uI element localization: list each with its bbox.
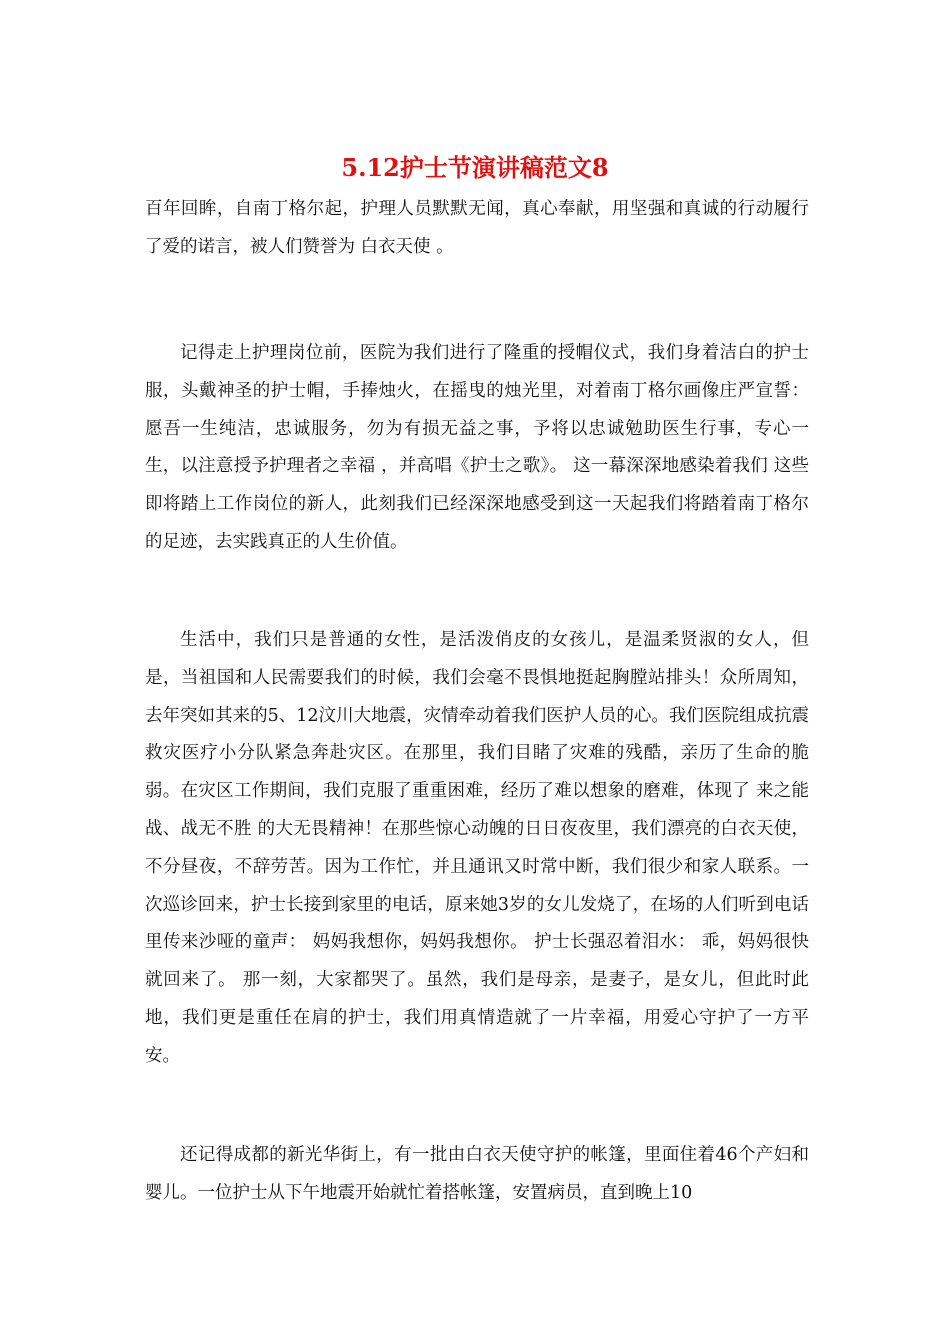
document-title: 5.12护士节演讲稿范文8 bbox=[341, 153, 609, 182]
paragraph-4: 还记得成都的新光华街上，有一批由白衣天使守护的帐篷，里面住着46个产妇和婴儿。一位护士从下午地震开始就忙着搭帐篷，安置病员，直到晚上10 bbox=[145, 1145, 809, 1203]
paragraph-1: 百年回眸，自南丁格尔起，护理人员默默无闻，真心奉献，用坚强和真诚的行动履行了爱的诺言，被人们赞誉为 白衣天使 。 bbox=[145, 199, 809, 257]
paragraph-2: 记得走上护理岗位前，医院为我们进行了隆重的授帽仪式，我们身着洁白的护士服，头戴神圣的护士帽，手捧烛火，在摇曳的烛光里，对着南丁格尔画像庄严宣誓： 愿吾一生纯洁，忠诚服务，勿为有损无益之事，予将以忠诚勉助医生行事，专心一生，以注意授予护理者之幸福 ，并高唱《护士之歌》。 这一幕深深地感染着我们 这些即将踏上工作岗位的新人，此刻我们已经深深地感受到这一天起我们将踏着南丁格尔的足迹，去实践真正的人生价值。 bbox=[145, 343, 809, 552]
paragraph-3: 生活中，我们只是普通的女性，是活泼俏皮的女孩儿，是温柔贤淑的女人，但是，当祖国和人民需要我们的时候，我们会毫不畏惧地挺起胸膛站排头！众所周知，去年突如其来的5、12汶川大地震，灾情牵动着我们医护人员的心。我们医院组成抗震救灾医疗小分队紧急奔赴灾区。在那里，我们目睹了灾难的残酷，亲历了生命的脆弱。在灾区工作期间，我们克服了重重困难，经历了难以想象的磨难，体现了 来之能战、战无不胜 的大无畏精神！在那些惊心动魄的日日夜夜里，我们漂亮的白衣天使，不分昼夜，不辞劳苦。因为工作忙，并且通讯又时常中断，我们很少和家人联系。一次巡诊回来，护士长接到家里的电话，原来她3岁的女儿发烧了，在场的人们听到电话里传来沙哑的童声： 妈妈我想你，妈妈我想你。 护士长强忍着泪水： 乖，妈妈很快就回来了。 那一刻，大家都哭了。虽然，我们是母亲，是妻子，是女儿，但此时此地，我们更是重任在肩的护士，我们用真情造就了一片幸福，用爱心守护了一方平安。 bbox=[145, 630, 809, 1066]
